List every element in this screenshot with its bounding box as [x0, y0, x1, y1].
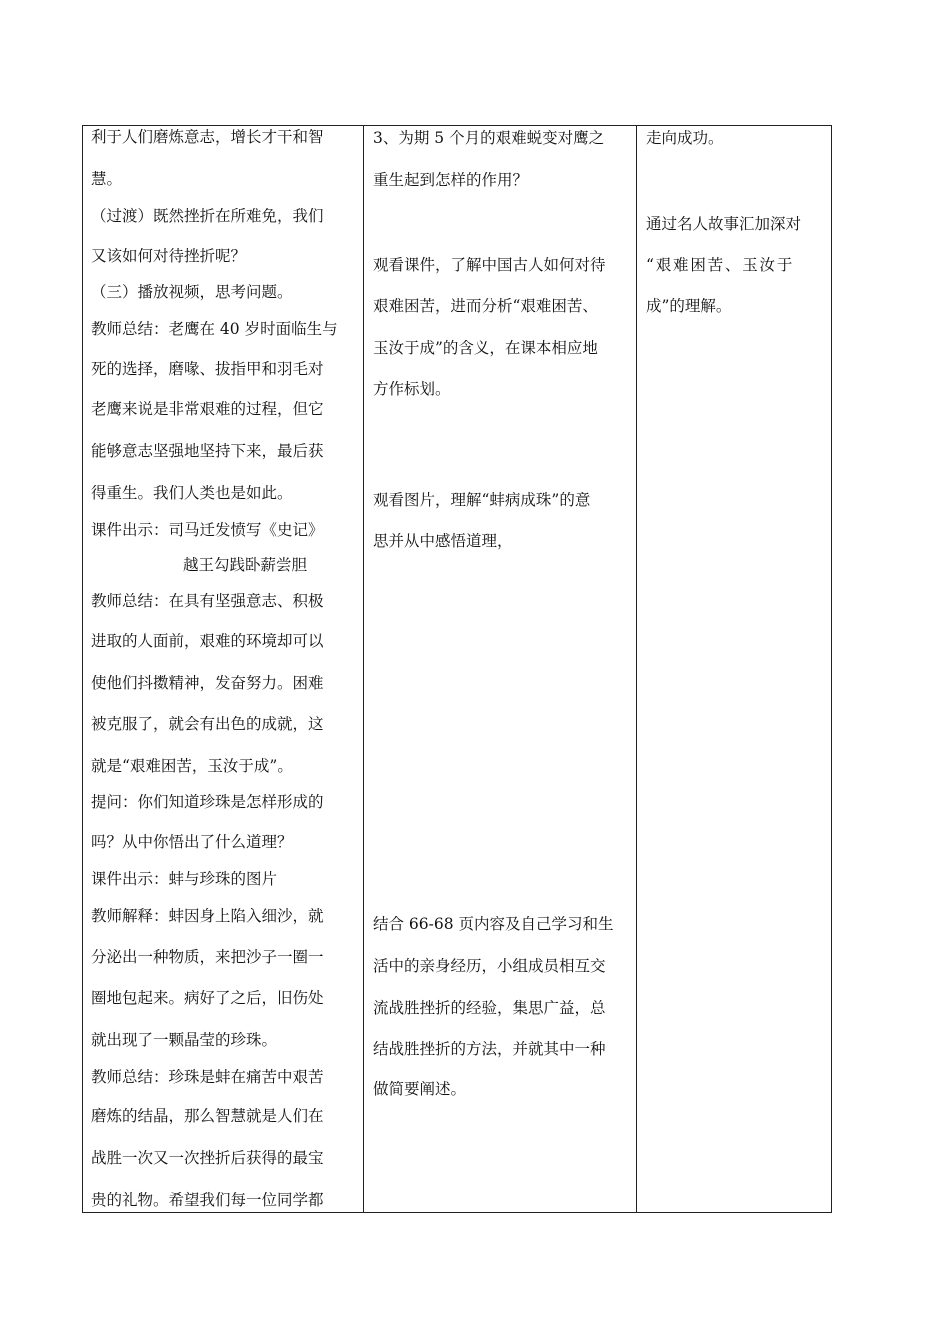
student-activity-column [373, 126, 633, 1212]
text-line: “艰难困苦、玉汝于 [646, 256, 795, 274]
design-intent-column [646, 126, 831, 1212]
text-line: 使他们抖擞精神，发奋努力。困难 [91, 674, 324, 692]
text-line: 重生起到怎样的作用？ [373, 171, 529, 189]
text-line: 圈地包起来。病好了之后，旧伤处 [91, 989, 324, 1007]
text-line: 就是“艰难困苦，玉汝于成”。 [91, 757, 293, 775]
text-line: 玉汝于成”的含义，在课本相应地 [373, 339, 598, 357]
teacher-activity-column [91, 126, 361, 1212]
text-line: 吗？从中你悟出了什么道理？ [91, 833, 293, 851]
text-line: 就出现了一颗晶莹的珍珠。 [91, 1031, 278, 1049]
text-line: 做简要阐述。 [373, 1080, 467, 1098]
text-line: 老鹰来说是非常艰难的过程，但它 [91, 400, 324, 418]
text-line: 活中的亲身经历，小组成员相互交 [373, 957, 606, 975]
column-divider [636, 126, 637, 1212]
text-line: 结战胜挫折的方法，并就其中一种 [373, 1040, 606, 1058]
text-line: 死的选择，磨喙、拔指甲和羽毛对 [91, 360, 324, 378]
text-line: 分泌出一种物质，来把沙子一圈一 [91, 948, 324, 966]
text-line: 3、为期 5 个月的艰难蜕变对鹰之 [373, 129, 605, 147]
text-line: 思并从中感悟道理， [373, 532, 513, 550]
text-line: 慧。 [91, 170, 123, 188]
text-line: 战胜一次又一次挫折后获得的最宝 [91, 1149, 324, 1167]
text-line: （三）播放视频，思考问题。 [91, 283, 293, 301]
text-line: 越王勾践卧薪尝胆 [183, 556, 308, 574]
text-line: 磨炼的结晶，那么智慧就是人们在 [91, 1107, 324, 1125]
text-line: 流战胜挫折的经验，集思广益，总 [373, 999, 606, 1017]
text-line: 得重生。我们人类也是如此。 [91, 484, 293, 502]
text-line: 艰难困苦，进而分析“艰难困苦、 [373, 297, 598, 315]
text-line: 能够意志坚强地坚持下来，最后获 [91, 442, 324, 460]
text-line: 课件出示：司马迁发愤写《史记》 [91, 521, 324, 539]
text-line: 结合 66-68 页内容及自己学习和生 [373, 915, 614, 933]
lesson-table [82, 125, 832, 1213]
text-line: 走向成功。 [646, 129, 724, 147]
text-line: 教师总结：老鹰在 40 岁时面临生与 [91, 320, 338, 338]
text-line: 课件出示：蚌与珍珠的图片 [91, 870, 278, 888]
text-line: 教师总结：珍珠是蚌在痛苦中艰苦 [91, 1068, 324, 1086]
text-line: 又该如何对待挫折呢？ [91, 247, 247, 265]
text-line: 观看图片，理解“蚌病成珠”的意 [373, 491, 591, 509]
text-line: 利于人们磨炼意志，增长才干和智 [91, 128, 324, 146]
text-line: 提问：你们知道珍珠是怎样形成的 [91, 793, 324, 811]
column-divider [363, 126, 364, 1212]
text-line: 成”的理解。 [646, 297, 732, 315]
text-line: 通过名人故事汇加深对 [646, 215, 802, 233]
text-line: 教师解释：蚌因身上陷入细沙，就 [91, 907, 324, 925]
text-line: 被克服了，就会有出色的成就，这 [91, 715, 324, 733]
text-line: 方作标划。 [373, 380, 451, 398]
text-line: 观看课件，了解中国古人如何对待 [373, 256, 606, 274]
text-line: 教师总结：在具有坚强意志、积极 [91, 592, 324, 610]
text-line: 进取的人面前，艰难的环境却可以 [91, 632, 324, 650]
text-line: 贵的礼物。希望我们每一位同学都 [91, 1191, 324, 1209]
text-line: （过渡）既然挫折在所难免，我们 [91, 207, 324, 225]
